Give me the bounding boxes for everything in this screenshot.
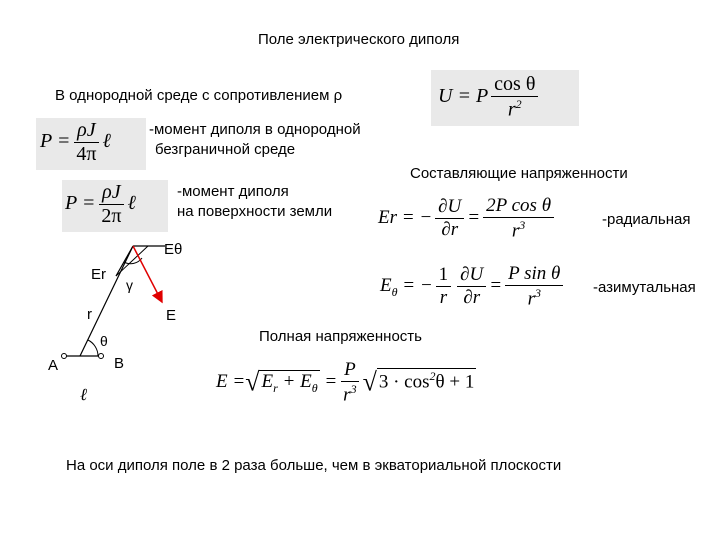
p1-formula-num: ρJ [74,120,98,143]
full-formula-a: E [261,370,274,392]
label-er: Er [91,266,106,283]
moment-unbounded-text-2: безграничной среде [155,141,296,158]
full-formula-root2: 3 · cos [378,370,430,392]
u-formula-den: r [507,98,516,121]
p1-formula-tail: ℓ [102,130,111,153]
u-formula-den-exp: 2 [515,97,522,111]
label-e: E [166,307,177,324]
p1-formula [40,120,111,165]
full-formula-a-sub: r [273,380,278,395]
full-formula-eq: = [324,370,338,392]
full-heading: Полная напряженность [259,328,422,345]
triangle-side [116,246,148,276]
p2-formula-tail: ℓ [127,192,136,215]
etheta-formula-num: P sin θ [505,264,563,286]
label-ell: ℓ [80,385,88,404]
full-formula-den-exp: 3 [350,381,357,396]
electrode-a [62,354,67,359]
full-formula: E =√ $E_r + E_\theta$ = $\frac{P}{r^3}$ √ $3 \cdot \cos^2\theta + 1$ [216,359,475,406]
etheta-formula-one: 1 [436,265,452,287]
full-formula-b-sub: θ [311,380,318,395]
label-r: r [87,306,92,323]
er-formula-den: r [511,220,520,242]
e-resultant-arrow [133,246,162,302]
etheta-formula-dnum: ∂U [457,265,486,287]
label-b: B [114,355,125,372]
conclusion-text: На оси диполя поле в 2 раза больше, чем в экваториальной плоскости [66,457,562,474]
label-theta: θ [100,333,108,349]
full-formula-plus: + E [282,370,312,392]
er-vector [116,246,133,276]
etheta-formula-e: E [380,274,392,296]
label-a: A [48,357,59,374]
er-formula-dnum: ∂U [435,197,464,219]
full-formula-num: P [341,360,359,382]
full-formula-root2-tail: θ + 1 [435,370,475,392]
theta-arc [88,340,98,356]
full-formula-lhs: E = [216,370,246,392]
p2-formula-num: ρJ [99,182,123,205]
dipole-diagram [40,235,220,410]
er-formula-num: 2P cos θ [483,196,554,218]
p1-formula-lhs: P = [40,130,71,153]
etheta-formula-den: r [527,288,535,310]
er-formula-dden: ∂r [441,219,459,241]
etheta-formula-r: r [439,287,448,309]
u-formula-lhs: U = P [438,84,489,107]
moment-unbounded-text: -момент диполя в однородной [149,121,361,138]
label-gamma: γ [126,277,133,293]
p1-formula-den: 4π [76,143,97,165]
page-title: Поле электрического диполя [258,31,460,48]
p2-formula-lhs: P = [65,192,96,215]
moment-surface-text-2: на поверхности земли [177,203,333,220]
er-formula-lhs: Er = − [378,206,433,228]
etheta-formula-sub: θ [391,284,398,299]
etheta-formula [380,264,566,309]
p2-formula-den: 2π [101,205,122,227]
label-e-theta: Eθ [164,241,183,258]
etheta-formula-den-exp: 3 [534,285,541,300]
er-formula-den-exp: 3 [519,217,526,232]
full-formula-den: r [343,384,351,406]
electrode-b [99,354,104,359]
u-formula-num: cos θ [491,74,538,97]
components-heading: Составляющие напряженности [410,165,628,182]
moment-surface-text: -момент диполя [177,183,289,200]
er-formula-eq: = [467,206,481,228]
azimuthal-label: -азимутальная [593,279,696,296]
medium-line: В однородной среде с сопротивлением ρ [55,87,343,104]
full-formula-root2-exp: 2 [429,368,436,383]
etheta-formula-eq: = − [402,274,433,296]
etheta-formula-eq2: = [489,274,503,296]
er-formula [378,196,557,241]
p2-formula [65,182,136,227]
etheta-formula-dden: ∂r [463,287,481,309]
u-formula [438,74,541,121]
radial-label: -радиальная [602,211,691,228]
